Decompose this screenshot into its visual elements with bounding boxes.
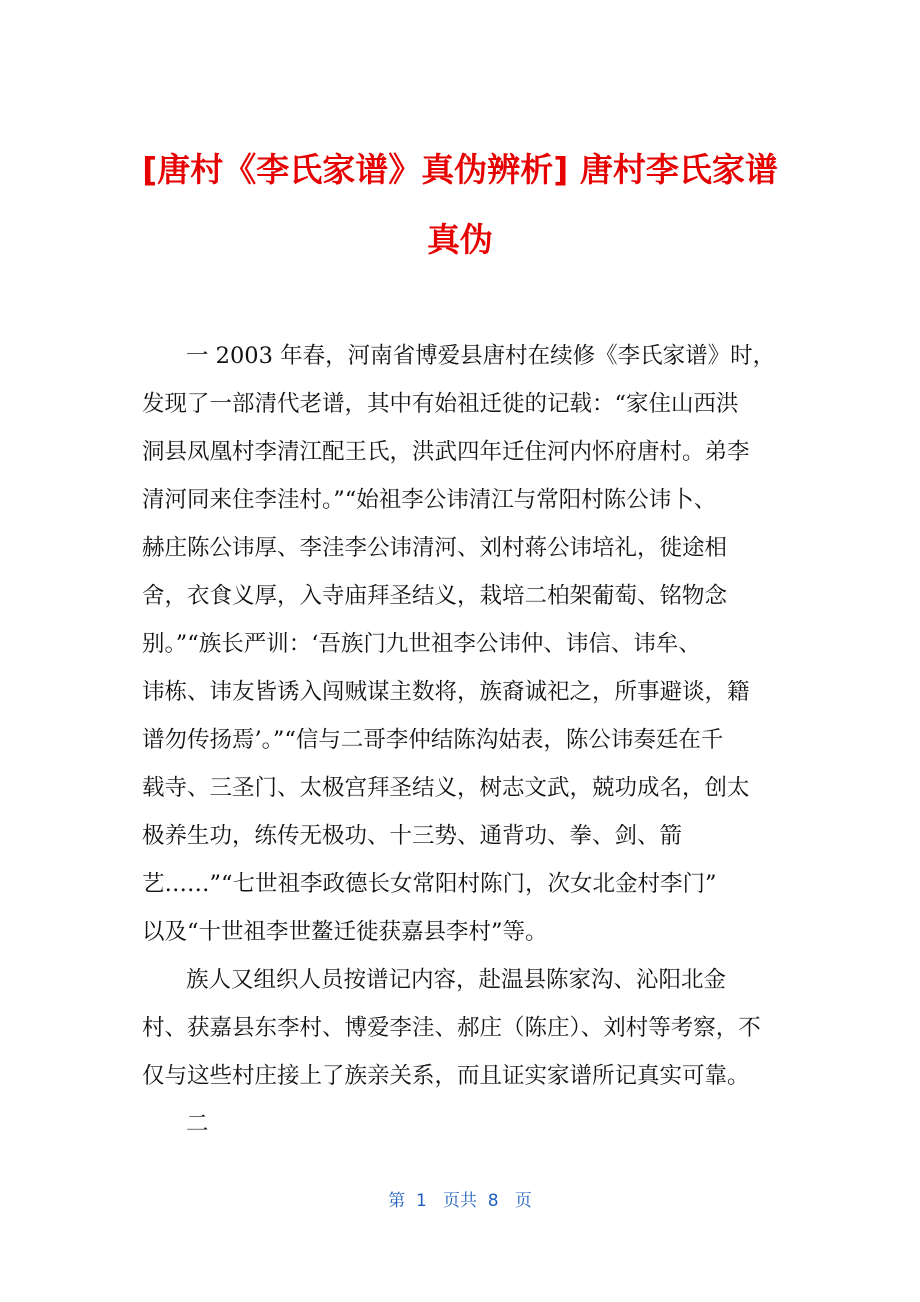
body-line: 发现了一部清代老谱，其中有始祖迁徙的记载：“家住山西洪 bbox=[142, 391, 739, 417]
body-line: 洞县凤凰村李清江配王氏，洪武四年迁住河内怀府唐村。弟李 bbox=[142, 439, 750, 465]
body-line: 载寺、三圣门、太极宫拜圣结义，树志文武，兢功成名，创太 bbox=[142, 775, 750, 801]
body-line: 别。”“族长严训：‘吾族门九世祖李公讳仲、讳信、讳牟、 bbox=[142, 631, 701, 657]
body-line: 仅与这些村庄接上了族亲关系，而且证实家谱所记真实可靠。 bbox=[142, 1063, 750, 1089]
body-line: 村、获嘉县东李村、博爱李洼、郝庄（陈庄）、刘村等考察，不 bbox=[142, 1015, 761, 1041]
body-line: 舍，衣食义厚，入寺庙拜圣结义，栽培二柏架葡萄、铭物念 bbox=[142, 583, 728, 609]
body-line: 一 2003 年春，河南省博爱县唐村在续修《李氏家谱》时， bbox=[186, 343, 776, 369]
page-number-footer: 第 1 页共 8 页 bbox=[388, 1191, 532, 1211]
body-line: 清河同来住李洼村。”“始祖李公讳清江与常阳村陈公讳卜、 bbox=[142, 487, 717, 513]
section-number: 二 bbox=[186, 1111, 209, 1137]
body-line: 以及“十世祖李世鳌迁徙获嘉县李村”等。 bbox=[142, 919, 548, 945]
body-line: 谱勿传扬焉’。”“信与二哥李仲结陈沟姑表，陈公讳奏廷在千 bbox=[142, 727, 724, 753]
body-line: 赫庄陈公讳厚、李洼李公讳清河、刘村蒋公讳培礼，徙途相 bbox=[142, 535, 728, 561]
document-title-line-1: [唐村《李氏家谱》真伪辨析] 唐村李氏家谱 bbox=[142, 150, 778, 189]
document-title-line-2: 真伪 bbox=[427, 220, 493, 259]
body-line: 族人又组织人员按谱记内容，赴温县陈家沟、沁阳北金 bbox=[186, 967, 727, 993]
body-line: 艺……”“七世祖李政德长女常阳村陈门，次女北金村李门” bbox=[142, 871, 717, 897]
body-line: 极养生功，练传无极功、十三势、通背功、拳、剑、箭 bbox=[142, 823, 683, 849]
body-line: 讳栋、讳友皆诱入闯贼谋主数将，族裔诚祀之，所事避谈，籍 bbox=[142, 679, 750, 705]
